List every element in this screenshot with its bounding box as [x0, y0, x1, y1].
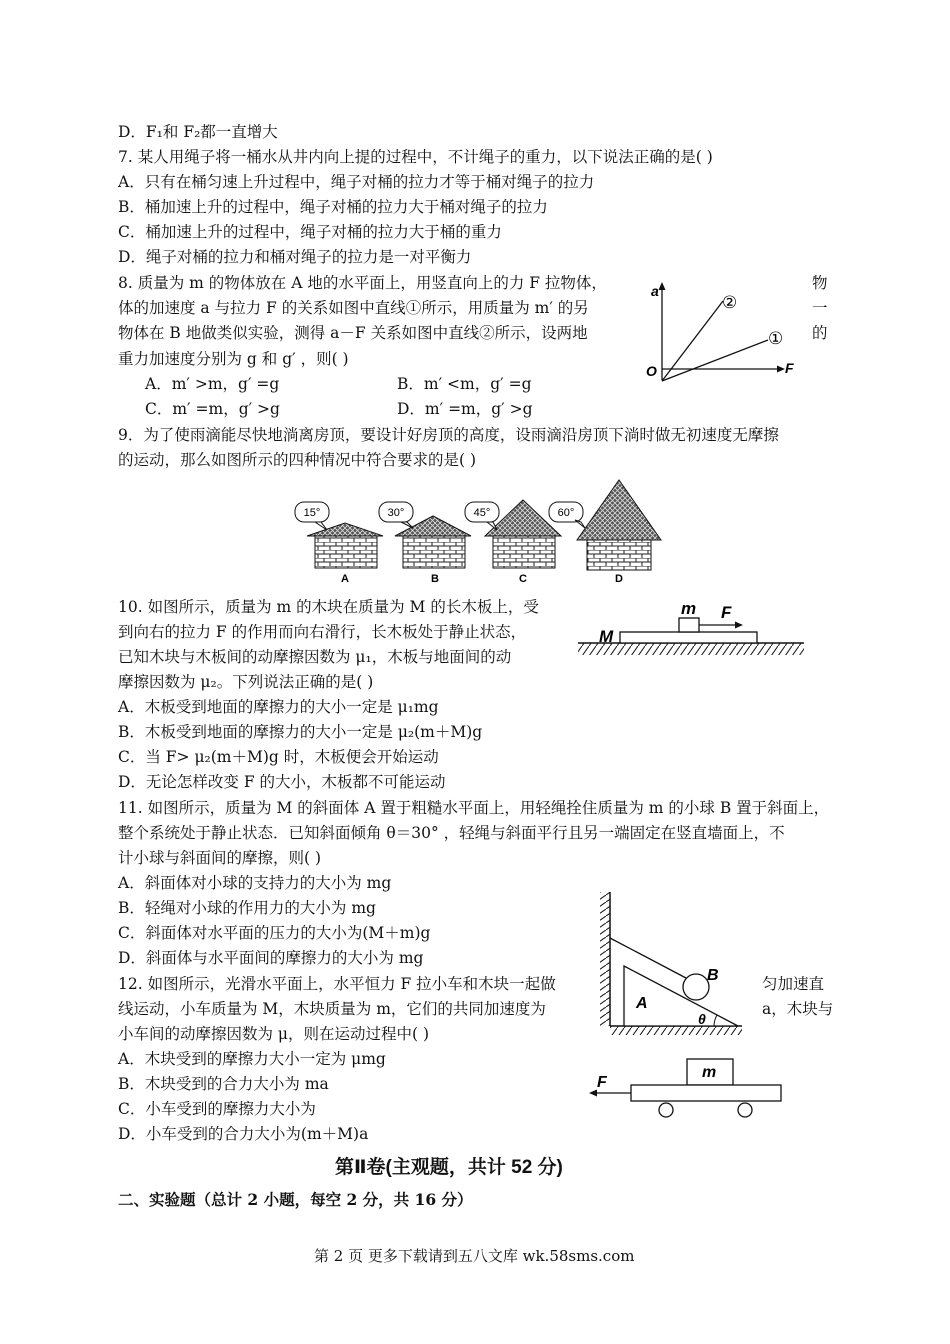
q8-right-2: 一	[812, 299, 828, 317]
q11-fig-theta: θ	[698, 1011, 706, 1027]
q12-fig-F: F	[597, 1074, 607, 1091]
q8-option-b: B．m′ <m，g′ =g	[397, 375, 532, 393]
q8-graph-origin: O	[646, 363, 657, 379]
q10-figure	[575, 596, 807, 662]
house-c	[465, 500, 561, 585]
q10-line-4: 摩擦因数为 μ₂。下列说法正确的是( )	[118, 673, 374, 691]
q11-option-d: D．斜面体与水平面间的摩擦力的大小为 mg	[118, 949, 424, 967]
house-a-label: A	[341, 573, 349, 585]
q8-line-2: 体的加速度 a 与拉力 F 的关系如图中直线①所示，用质量为 m′ 的另	[118, 299, 589, 317]
q11-line-1: 11. 如图所示，质量为 M 的斜面体 A 置于粗糙水平面上，用轻绳拴住质量为 m 的小球 B 置于斜面上，	[118, 799, 830, 817]
house-d-angle: 60°	[557, 507, 575, 519]
q12-right-2: a，木块与	[762, 1000, 834, 1018]
q9-line-2: 的运动，那么如图所示的四种情况中符合要求的是( )	[118, 451, 477, 469]
q11-line-2: 整个系统处于静止状态．已知斜面倾角 θ＝30° ，轻绳与斜面平行且另一端固定在竖直墙面上，不	[118, 824, 785, 842]
q10-option-d: D．无论怎样改变 F 的大小，木板都不可能运动	[118, 773, 446, 791]
q12-option-b: B．木块受到的合力大小为 ma	[118, 1075, 329, 1093]
q8-graph-line1-label: ①	[768, 329, 784, 348]
q8-graph-y-label: a	[651, 283, 659, 299]
q10-fig-M: M	[599, 627, 614, 646]
house-d-label: D	[615, 573, 623, 585]
house-a	[295, 502, 383, 585]
house-b-label: B	[431, 573, 439, 585]
q11-option-c: C．斜面体对水平面的压力的大小为(M＋m)g	[118, 924, 431, 942]
q12-right-1: 匀加速直	[762, 975, 825, 993]
page-footer: 第 2 页 更多下载请到五八文库 wk.58sms.com	[314, 1247, 635, 1265]
q11-fig-A: A	[636, 995, 648, 1012]
house-c-label: C	[519, 573, 527, 585]
house-a-angle: 15°	[303, 507, 321, 519]
q12-figure	[585, 1055, 785, 1120]
q10-option-b: B．木板受到地面的摩擦力的大小一定是 μ₂(m＋M)g	[118, 723, 483, 741]
q7-option-a: A．只有在桶匀速上升过程中，绳子对桶的拉力才等于桶对绳子的拉力	[118, 173, 595, 191]
q12-line-1: 12. 如图所示，光滑水平面上，水平恒力 F 拉小车和木块一起做	[118, 975, 556, 993]
q8-line-4: 重力加速度分别为 g 和 g′ ，则( )	[118, 350, 349, 368]
q10-fig-m: m	[681, 599, 697, 618]
q12-fig-m: m	[702, 1064, 717, 1081]
q12-option-c: C．小车受到的摩擦力大小为	[118, 1100, 316, 1118]
q8-option-c: C．m′ =m，g′ >g	[145, 400, 280, 418]
q8-option-a: A．m′ >m，g′ =g	[145, 375, 280, 393]
q12-line-3: 小车间的动摩擦因数为 μ，则在运动过程中( )	[118, 1025, 430, 1043]
q12-line-2: 线运动，小车质量为 M，木块质量为 m，它们的共同加速度为	[118, 1000, 546, 1018]
q11-option-b: B．轻绳对小球的作用力的大小为 mg	[118, 899, 376, 917]
house-d	[549, 480, 661, 585]
q11-figure	[596, 888, 746, 1038]
q12-option-d: D．小车受到的合力大小为(m＋M)a	[118, 1125, 369, 1143]
q7-option-d: D．绳子对桶的拉力和桶对绳子的拉力是一对平衡力	[118, 248, 472, 266]
q12-option-a: A．木块受到的摩擦力大小一定为 μmg	[118, 1050, 386, 1068]
q11-fig-B: B	[707, 967, 719, 984]
q10-line-1: 10. 如图所示，质量为 m 的木块在质量为 M 的长木板上，受	[118, 598, 539, 616]
q8-right-1: 物	[812, 274, 828, 292]
q10-fig-F: F	[721, 603, 732, 622]
section2-heading: 二、实验题（总计 2 小题，每空 2 分，共 16 分）	[118, 1190, 473, 1209]
house-c-angle: 45°	[473, 507, 491, 519]
section-title: 第Ⅱ卷(主观题，共计 52 分)	[335, 1157, 563, 1178]
q9-line-1: 9．为了使雨滴能尽快地淌离房顶，要设计好房顶的高度，设雨滴沿房顶下淌时做无初速度无摩擦	[118, 426, 779, 444]
q9-houses-figure	[285, 478, 665, 588]
q11-line-3: 计小球与斜面间的摩擦，则( )	[118, 849, 322, 867]
q8-line-1: 8. 质量为 m 的物体放在 A 地的水平面上，用竖直向上的力 F 拉物体，	[118, 274, 607, 292]
q7-option-c: C．桶加速上升的过程中，绳子对桶的拉力大于桶的重力	[118, 223, 502, 241]
q10-line-2: 到向右的拉力 F 的作用而向右滑行，长木板处于静止状态，	[118, 623, 527, 641]
q8-graph-x-label: F	[785, 360, 794, 376]
q7-option-b: B．桶加速上升的过程中，绳子对桶的拉力大于桶对绳子的拉力	[118, 198, 548, 216]
q8-graph-line2-label: ②	[722, 293, 738, 312]
q10-option-c: C．当 F> μ₂(m＋M)g 时，木板便会开始运动	[118, 748, 439, 766]
house-b	[379, 502, 471, 585]
q10-line-3: 已知木块与木板间的动摩擦因数为 μ₁，木板与地面间的动	[118, 648, 512, 666]
q7-stem: 7. 某人用绳子将一桶水从井内向上提的过程中，不计绳子的重力，以下说法正确的是( )	[118, 148, 713, 166]
q6-option-d: D．F₁和 F₂都一直增大	[118, 123, 278, 141]
q8-graph	[640, 278, 800, 388]
house-b-angle: 30°	[387, 507, 405, 519]
q8-right-3: 的	[812, 324, 828, 342]
q10-option-a: A．木板受到地面的摩擦力的大小一定是 μ₁mg	[118, 698, 439, 716]
q8-option-d: D．m′ =m，g′ >g	[397, 400, 533, 418]
q8-line-3: 物体在 B 地做类似实验，测得 a－F 关系如图中直线②所示，设两地	[118, 324, 588, 342]
q11-option-a: A．斜面体对小球的支持力的大小为 mg	[118, 874, 392, 892]
